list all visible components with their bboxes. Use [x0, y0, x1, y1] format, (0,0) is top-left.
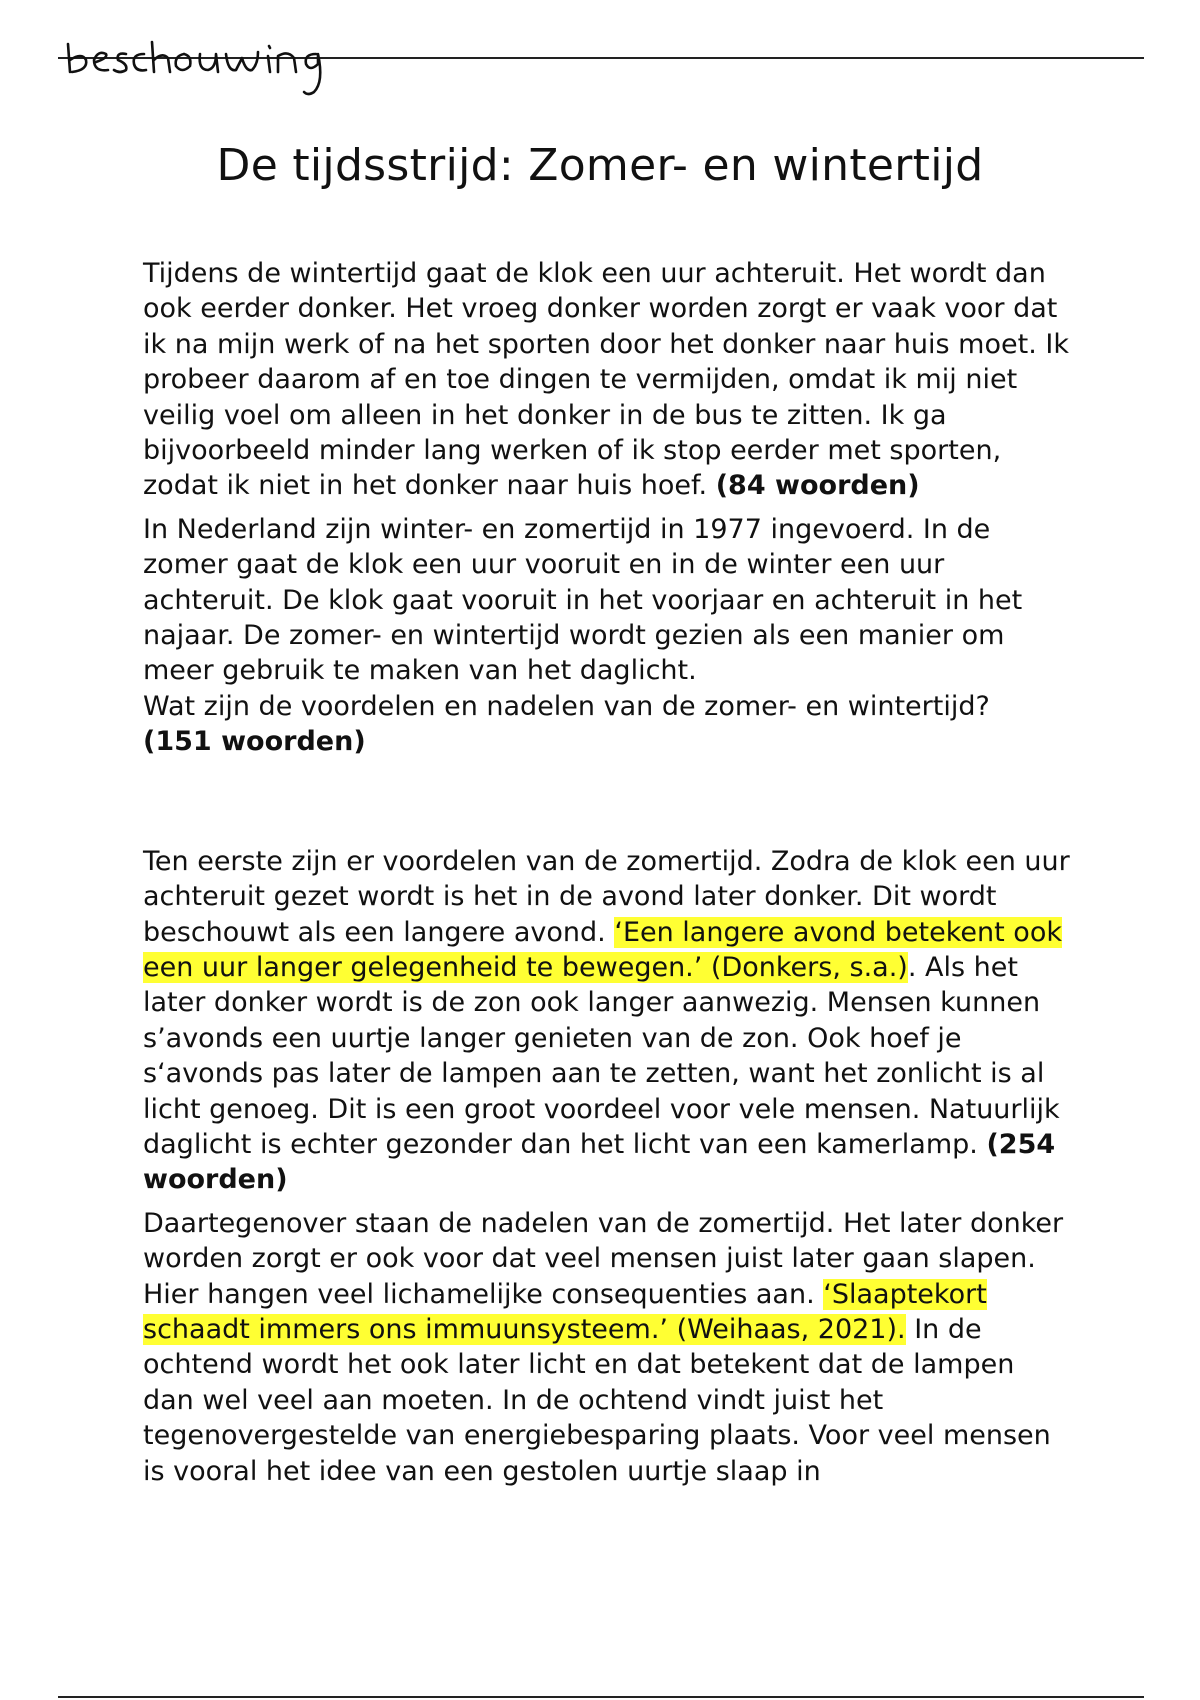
page-title: De tijdsstrijd: Zomer- en wintertijd: [216, 140, 984, 191]
paragraph-disadvantages: [143, 1206, 1073, 1489]
word-count-badge: (84 woorden): [715, 470, 920, 502]
paragraph-text: Ten eerste zijn er voordelen van de zomertijd. Zodra de klok een uur achteruit gezet wordt is het in de avond later donker. Dit wordt beschouwt als een langere avond.: [143, 845, 1070, 948]
paragraph-text: . Als het later donker wordt is de zon ook langer aanwezig. Mensen kunnen s’avonds een uurtje langer genieten van de zon. Ook hoef je s‘avonds pas later de lampen aan te zetten, want het zonlicht is al licht genoeg. Dit is een groot voordeel voor vele mensen. Natuurlijk daglicht is echter gezonder dan het licht van een kamerlamp.: [143, 951, 1060, 1160]
paragraph-text: In Nederland zijn winter- en zomertijd in 1977 ingevoerd. In de zomer gaat de klok een uur vooruit en in de winter een uur achteruit. De klok gaat vooruit in het voorjaar en achteruit in het najaar. De zomer- en wintertijd wordt gezien als een manier om meer gebruik te maken van het daglicht.: [143, 513, 1023, 687]
central-question: Wat zijn de voordelen en nadelen van de zomer- en wintertijd?: [143, 690, 990, 722]
handwritten-label: [62, 38, 362, 108]
word-count-badge: (151 woorden): [143, 726, 366, 758]
paragraph-introduction: [143, 512, 1073, 760]
paragraph-advantages: [143, 844, 1073, 1198]
footer-rule: [58, 1696, 1144, 1698]
document-body: [143, 256, 1073, 1497]
highlighted-quote: ‘Slaaptekort schaadt immers ons immuunsysteem.’ (Weihaas, 2021).: [143, 1278, 987, 1345]
highlighted-quote: ‘Een langere avond betekent ook een uur langer gelegenheid te bewegen.’ (Donkers, s.a.): [143, 916, 1062, 983]
paragraph-text: In de ochtend wordt het ook later licht en dat betekent dat de lampen dan wel veel aan moeten. In de ochtend vindt juist het tegenovergestelde van energiebesparing plaats. Voor veel mensen is vooral het idee van een gestolen uurtje slaap in: [143, 1313, 1051, 1487]
paragraph-personal-experience: [143, 256, 1073, 504]
paragraph-text: Tijdens de wintertijd gaat de klok een uur achteruit. Het wordt dan ook eerder donker. Het vroeg donker worden zorgt er vaak voor dat ik na mijn werk of na het sporten door het donker naar huis moet. Ik probeer daarom af en toe dingen te vermijden, omdat ik mij niet veilig voel om alleen in het donker in de bus te zitten. Ik ga bijvoorbeeld minder lang werken of ik stop eerder met sporten, zodat ik niet in het donker naar huis hoef.: [143, 258, 1069, 502]
paragraph-text: Daartegenover staan de nadelen van de zomertijd. Het later donker worden zorgt er ook voor dat veel mensen juist later gaan slapen. Hier hangen veel lichamelijke consequenties aan.: [143, 1207, 1064, 1310]
word-count-badge: (254 woorden): [143, 1128, 1056, 1196]
